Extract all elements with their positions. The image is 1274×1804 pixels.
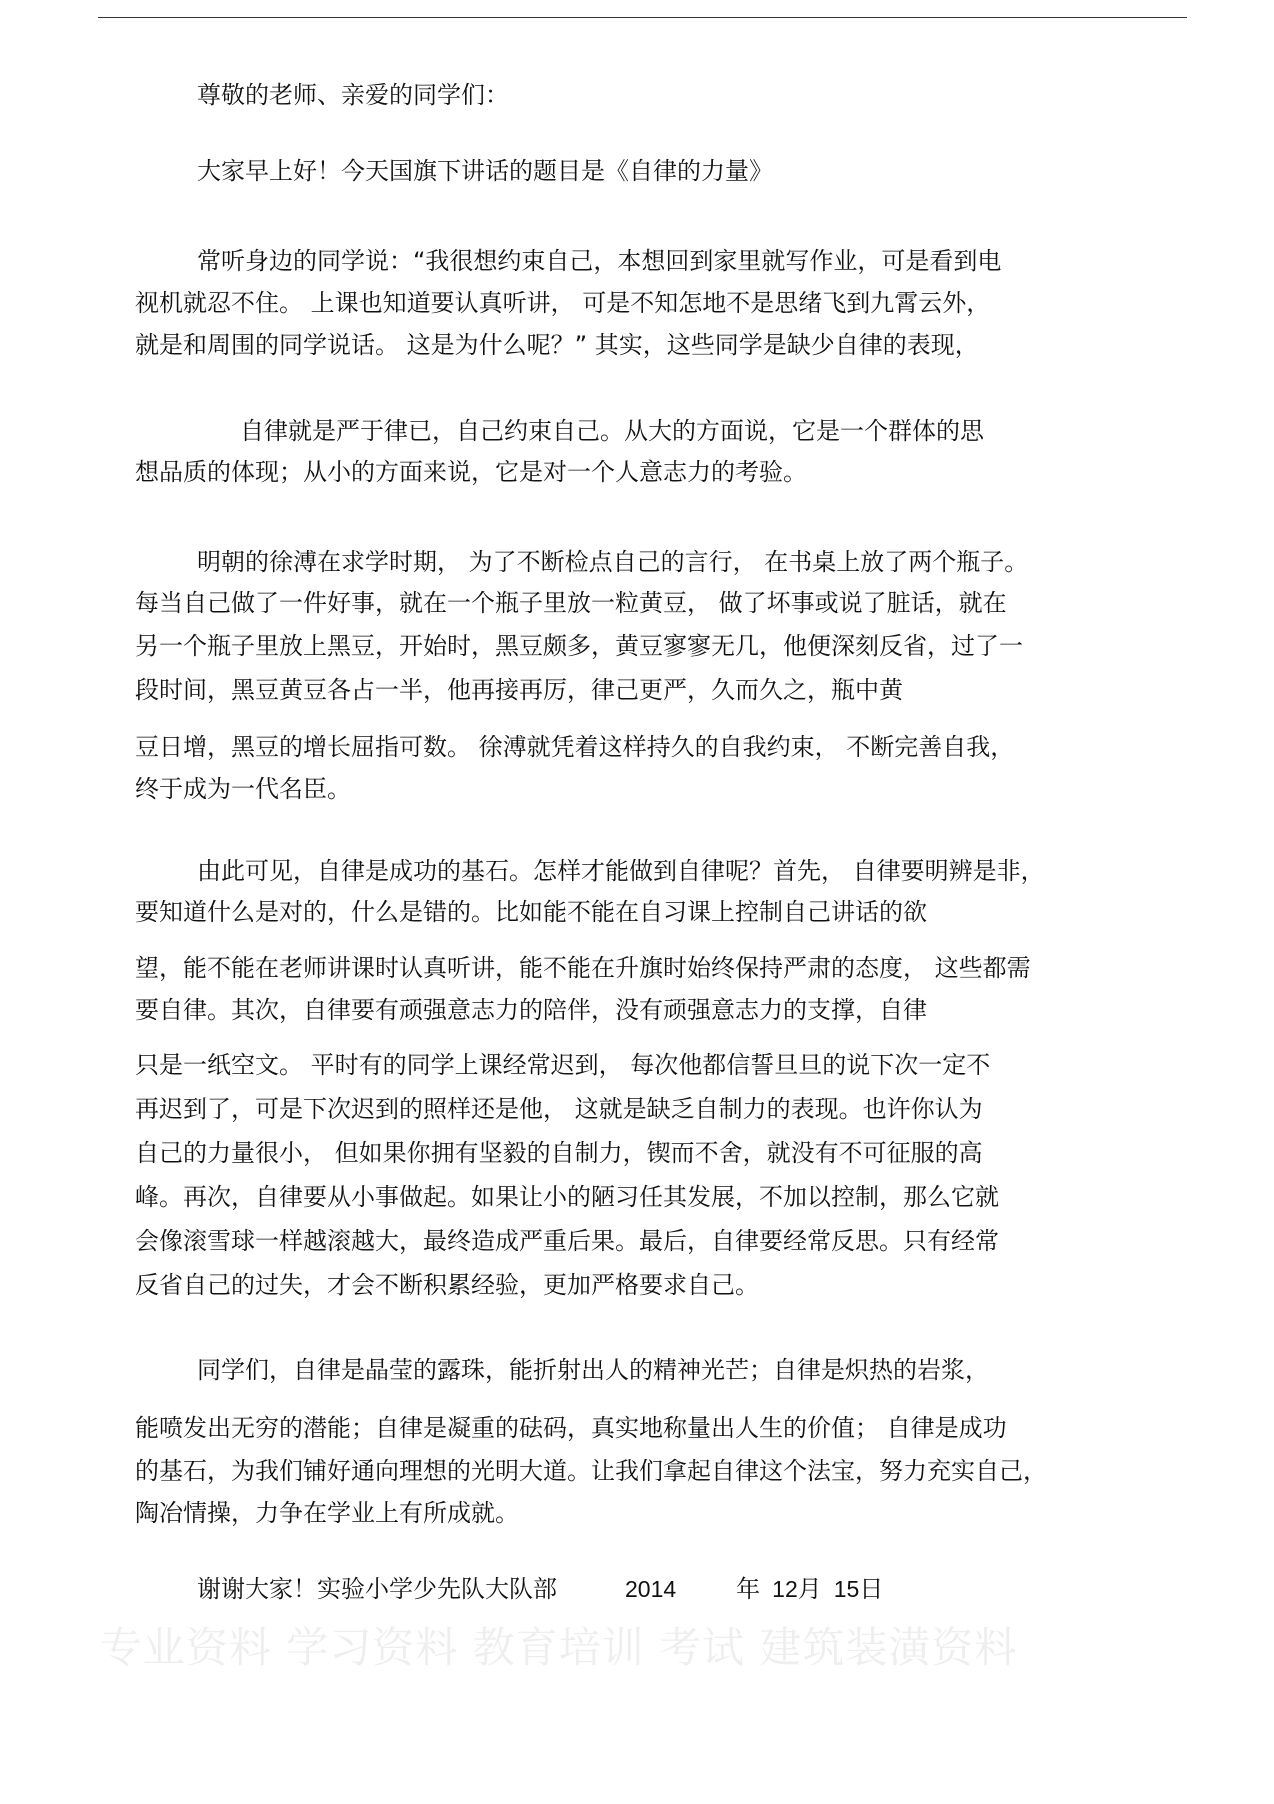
text-line: 视机就忍不住。 上课也知道要认真听讲， 可是不知怎地不是思绪飞到九霄云外， — [135, 289, 991, 317]
text-line: 的基石，为我们铺好通向理想的光明大道。让我们拿起自律这个法宝，努力充实自己， — [135, 1457, 1047, 1485]
closing-year: 2014 — [625, 1576, 677, 1602]
text-line: 要自律。其次，自律要有顽强意志力的陪伴，没有顽强意志力的支撑，自律 — [135, 996, 927, 1024]
text-line: 每当自己做了一件好事，就在一个瓶子里放一粒黄豆， 做了坏事或说了脏话，就在 — [135, 589, 1007, 617]
text-line: 常听身边的同学说：“我很想约束自己，本想回到家里就写作业，可是看到电 — [197, 247, 1002, 275]
text-line: 陶冶情操，力争在学业上有所成就。 — [135, 1499, 519, 1527]
text-line: 尊敬的老师、亲爱的同学们： — [197, 81, 509, 109]
text-line: 自律就是严于律已，自己约束自己。从大的方面说，它是一个群体的思 — [240, 417, 984, 445]
text-line: 大家早上好！今天国旗下讲话的题目是《自律的力量》 — [197, 157, 773, 185]
month-unit: 月 — [797, 1575, 822, 1603]
text-line: 能喷发出无穷的潜能；自律是凝重的砝码，真实地称量出人生的价值； 自律是成功 — [135, 1414, 1007, 1442]
year-unit: 年 — [736, 1575, 761, 1603]
document-text — [0, 78, 1274, 1530]
watermark: 专业资料 学习资料 教育培训 考试 建筑装潢资料 — [100, 1623, 1018, 1672]
text-line: 想品质的体现；从小的方面来说，它是对一个人意志力的考验。 — [135, 458, 807, 486]
closing-day: 15 — [833, 1576, 860, 1602]
text-line: 要知道什么是对的，什么是错的。比如能不能在自习课上控制自己讲话的欲 — [135, 898, 927, 926]
text-line: 会像滚雪球一样越滚越大，最终造成严重后果。最后，自律要经常反思。只有经常 — [135, 1227, 999, 1255]
day-unit: 日 — [859, 1575, 884, 1603]
text-line: 同学们，自律是晶莹的露珠，能折射出人的精神光芒；自律是炽热的岩浆， — [197, 1356, 989, 1384]
text-line: 另一个瓶子里放上黑豆，开始时，黑豆颇多，黄豆寥寥无几，他便深刻反省，过了一 — [135, 632, 1023, 660]
closing-month: 12 — [772, 1576, 798, 1602]
text-line: 明朝的徐溥在求学时期， 为了不断检点自己的言行， 在书桌上放了两个瓶子。 — [197, 548, 1029, 576]
text-line: 段时间，黑豆黄豆各占一半，他再接再厉，律己更严，久而久之，瓶中黄 — [135, 676, 903, 704]
text-line: 再迟到了，可是下次迟到的照样还是他， 这就是缺乏自制力的表现。也许你认为 — [135, 1095, 983, 1123]
header-rule — [98, 17, 1187, 18]
text-line: 终于成为一代名臣。 — [135, 775, 351, 803]
document-body — [0, 78, 1274, 1676]
text-line: 反省自己的过失，才会不断积累经验，更加严格要求自己。 — [135, 1271, 759, 1299]
text-line: 自己的力量很小， 但如果你拥有坚毅的自制力，锲而不舍，就没有不可征服的高 — [135, 1139, 983, 1167]
text-line: 峰。再次，自律要从小事做起。如果让小的陋习任其发展，不加以控制，那么它就 — [135, 1183, 999, 1211]
text-line: 就是和周围的同学说话。 这是为什么呢？” 其实，这些同学是缺少自律的表现， — [135, 331, 979, 359]
text-line: 望，能不能在老师讲课时认真听讲，能不能在升旗时始终保持严肃的态度， 这些都需 — [135, 954, 1031, 982]
text-line: 由此可见，自律是成功的基石。怎样才能做到自律呢？首先， 自律要明辨是非， — [197, 857, 1045, 885]
closing-line — [197, 1572, 1197, 1606]
text-line: 只是一纸空文。 平时有的同学上课经常迟到， 每次他都信誓旦旦的说下次一定不 — [135, 1051, 991, 1079]
text-line: 豆日增，黑豆的增长屈指可数。 徐溥就凭着这样持久的自我约束， 不断完善自我， — [135, 733, 1015, 761]
closing-thanks: 谢谢大家！实验小学少先队大队部 — [197, 1575, 557, 1603]
